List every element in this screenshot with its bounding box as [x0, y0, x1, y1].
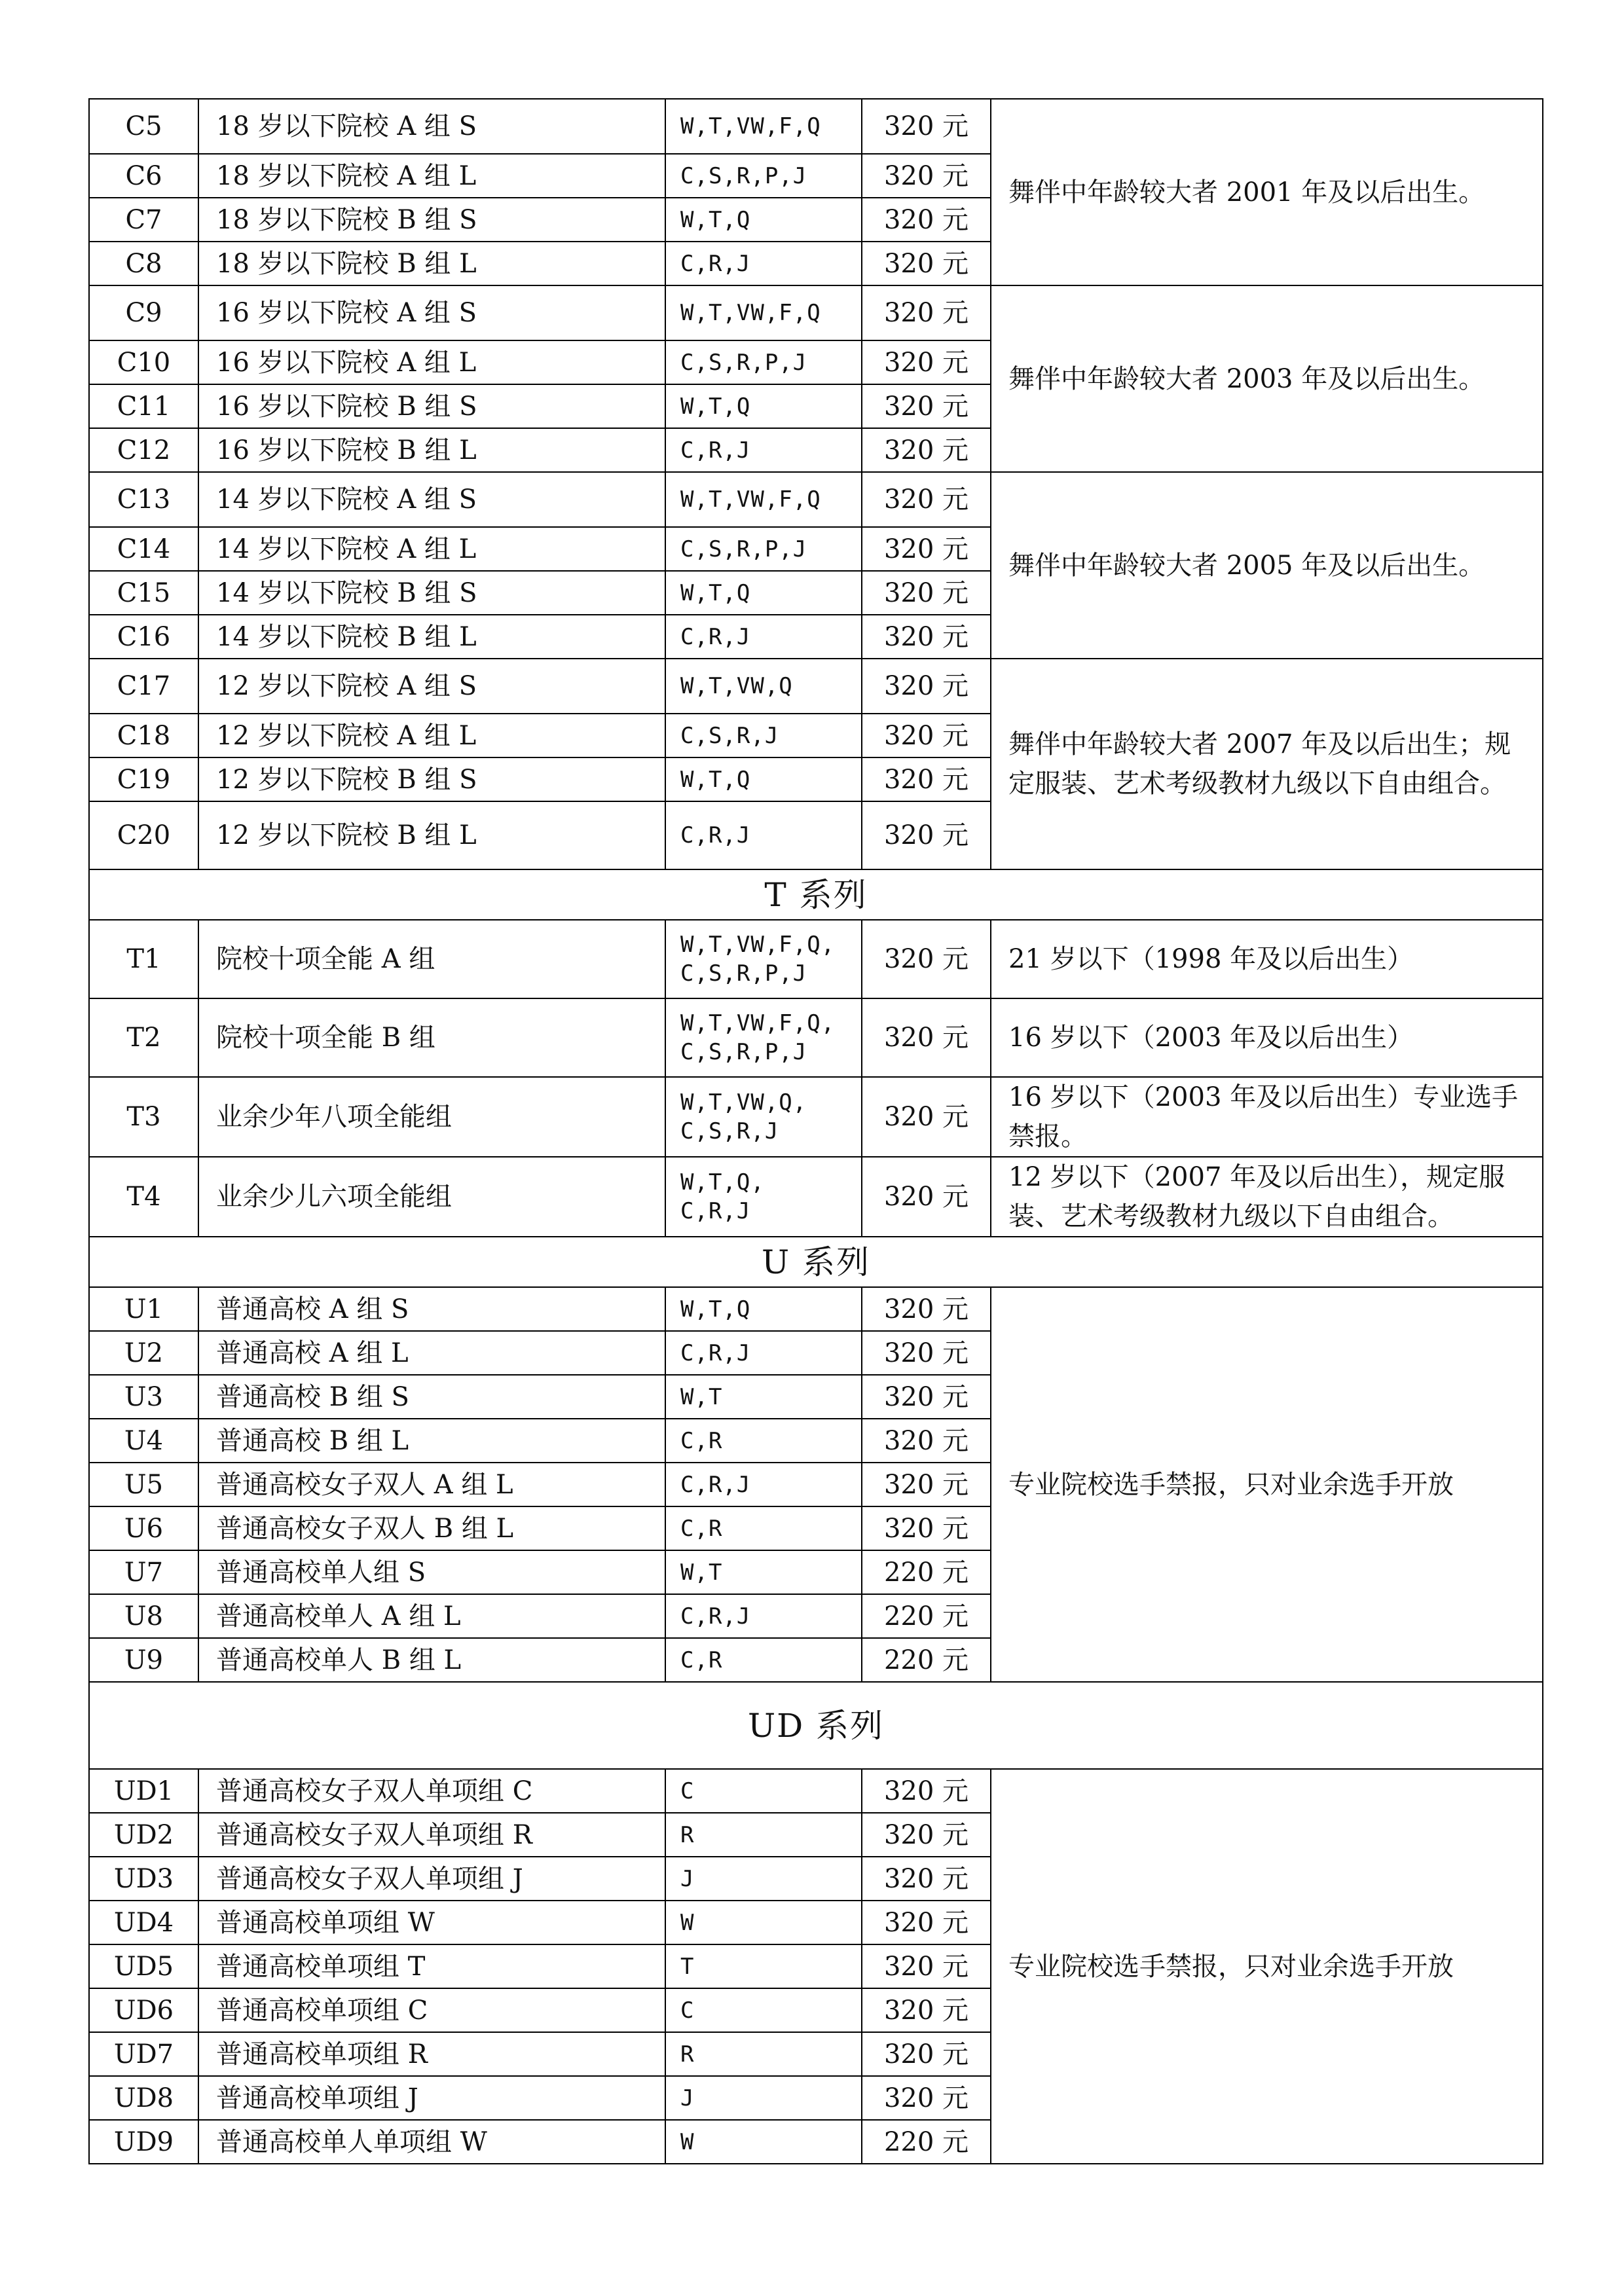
event-dances: C,R,J — [665, 428, 862, 472]
event-name: 14 岁以下院校 B 组 L — [198, 615, 665, 659]
event-dances: W,T,Q, C,R,J — [665, 1157, 862, 1237]
event-dances: C,R,J — [665, 1331, 862, 1375]
section-title: UD 系列 — [89, 1682, 1543, 1769]
event-fee: 220 元 — [862, 1594, 991, 1638]
event-dances: W,T,VW,F,Q — [665, 99, 862, 154]
event-code: U1 — [89, 1287, 198, 1331]
event-code: C6 — [89, 154, 198, 198]
event-dances: C — [665, 1988, 862, 2032]
event-note: 专业院校选手禁报，只对业余选手开放 — [991, 1769, 1543, 2164]
event-name: 普通高校女子双人 A 组 L — [198, 1463, 665, 1506]
event-name: 普通高校女子双人 B 组 L — [198, 1506, 665, 1550]
event-name: 14 岁以下院校 A 组 L — [198, 527, 665, 571]
event-code: U9 — [89, 1638, 198, 1682]
event-name: 普通高校单人单项组 W — [198, 2120, 665, 2164]
event-code: T2 — [89, 998, 198, 1077]
event-fee: 320 元 — [862, 1857, 991, 1901]
event-name: 普通高校 A 组 S — [198, 1287, 665, 1331]
table-row — [89, 99, 1543, 154]
event-name: 12 岁以下院校 B 组 L — [198, 801, 665, 869]
event-code: UD4 — [89, 1901, 198, 1944]
event-code: C5 — [89, 99, 198, 154]
event-code: U6 — [89, 1506, 198, 1550]
event-code: T3 — [89, 1077, 198, 1157]
event-dances: C,R,J — [665, 1463, 862, 1506]
event-name: 普通高校单项组 J — [198, 2076, 665, 2120]
table-row — [89, 1287, 1543, 1331]
event-fee: 320 元 — [862, 1901, 991, 1944]
event-code: C10 — [89, 340, 198, 384]
event-code: C11 — [89, 384, 198, 428]
event-dances: W — [665, 2120, 862, 2164]
event-note: 12 岁以下（2007 年及以后出生），规定服装、艺术考级教材九级以下自由组合。 — [991, 1157, 1543, 1237]
event-dances: C,R,J — [665, 242, 862, 285]
event-note: 舞伴中年龄较大者 2001 年及以后出生。 — [991, 99, 1543, 285]
event-fee: 320 元 — [862, 1287, 991, 1331]
event-dances: W,T,VW,F,Q — [665, 285, 862, 340]
event-name: 16 岁以下院校 B 组 L — [198, 428, 665, 472]
event-code: C8 — [89, 242, 198, 285]
event-fee: 320 元 — [862, 615, 991, 659]
event-name: 普通高校女子双人单项组 R — [198, 1813, 665, 1857]
event-code: UD3 — [89, 1857, 198, 1901]
event-dances: C — [665, 1769, 862, 1813]
event-code: U5 — [89, 1463, 198, 1506]
event-code: U2 — [89, 1331, 198, 1375]
event-dances: C,R — [665, 1638, 862, 1682]
event-fee: 320 元 — [862, 1157, 991, 1237]
event-fee: 220 元 — [862, 1638, 991, 1682]
event-fee: 320 元 — [862, 428, 991, 472]
event-code: UD8 — [89, 2076, 198, 2120]
table-row — [89, 998, 1543, 1077]
event-name: 12 岁以下院校 B 组 S — [198, 757, 665, 801]
event-fee: 320 元 — [862, 1506, 991, 1550]
event-fee: 320 元 — [862, 2076, 991, 2120]
event-name: 普通高校 B 组 S — [198, 1375, 665, 1419]
event-dances: W,T,VW,Q — [665, 659, 862, 714]
event-fee: 320 元 — [862, 1813, 991, 1857]
event-name: 普通高校单人组 S — [198, 1550, 665, 1594]
event-name: 18 岁以下院校 B 组 S — [198, 198, 665, 242]
event-name: 14 岁以下院校 B 组 S — [198, 571, 665, 615]
event-fee: 320 元 — [862, 198, 991, 242]
event-fee: 320 元 — [862, 998, 991, 1077]
section-header-row — [89, 869, 1543, 920]
event-code: T4 — [89, 1157, 198, 1237]
event-fee: 220 元 — [862, 2120, 991, 2164]
event-code: C17 — [89, 659, 198, 714]
event-name: 18 岁以下院校 A 组 L — [198, 154, 665, 198]
event-name: 12 岁以下院校 A 组 S — [198, 659, 665, 714]
event-name: 普通高校女子双人单项组 C — [198, 1769, 665, 1813]
event-fee: 320 元 — [862, 801, 991, 869]
event-code: C7 — [89, 198, 198, 242]
event-note: 舞伴中年龄较大者 2005 年及以后出生。 — [991, 472, 1543, 659]
event-dances: C,S,R,P,J — [665, 154, 862, 198]
event-name: 院校十项全能 B 组 — [198, 998, 665, 1077]
table-row — [89, 1077, 1543, 1157]
event-dances: J — [665, 1857, 862, 1901]
event-dances: W,T,Q — [665, 384, 862, 428]
event-note: 舞伴中年龄较大者 2003 年及以后出生。 — [991, 285, 1543, 472]
event-code: C16 — [89, 615, 198, 659]
events-table-body — [89, 99, 1543, 2164]
event-name: 普通高校 B 组 L — [198, 1419, 665, 1463]
section-header-row — [89, 1682, 1543, 1769]
event-code: UD1 — [89, 1769, 198, 1813]
event-name: 16 岁以下院校 A 组 S — [198, 285, 665, 340]
event-name: 业余少年八项全能组 — [198, 1077, 665, 1157]
event-code: C13 — [89, 472, 198, 527]
event-dances: T — [665, 1944, 862, 1988]
event-dances: C,R — [665, 1419, 862, 1463]
table-row — [89, 659, 1543, 714]
event-code: C12 — [89, 428, 198, 472]
event-code: U3 — [89, 1375, 198, 1419]
event-fee: 320 元 — [862, 340, 991, 384]
event-dances: C,R,J — [665, 615, 862, 659]
event-fee: 320 元 — [862, 2032, 991, 2076]
section-header-row — [89, 1237, 1543, 1287]
event-name: 普通高校单项组 R — [198, 2032, 665, 2076]
event-code: UD9 — [89, 2120, 198, 2164]
event-name: 18 岁以下院校 B 组 L — [198, 242, 665, 285]
event-note: 21 岁以下（1998 年及以后出生） — [991, 920, 1543, 998]
event-name: 普通高校单项组 T — [198, 1944, 665, 1988]
event-dances: W,T — [665, 1550, 862, 1594]
event-name: 业余少儿六项全能组 — [198, 1157, 665, 1237]
event-name: 14 岁以下院校 A 组 S — [198, 472, 665, 527]
event-code: C14 — [89, 527, 198, 571]
event-code: U4 — [89, 1419, 198, 1463]
event-note: 舞伴中年龄较大者 2007 年及以后出生；规定服装、艺术考级教材九级以下自由组合。 — [991, 659, 1543, 869]
event-code: U7 — [89, 1550, 198, 1594]
event-code: UD2 — [89, 1813, 198, 1857]
event-fee: 320 元 — [862, 99, 991, 154]
event-dances: W — [665, 1901, 862, 1944]
event-dances: J — [665, 2076, 862, 2120]
event-code: C18 — [89, 714, 198, 757]
event-dances: R — [665, 1813, 862, 1857]
event-name: 普通高校 A 组 L — [198, 1331, 665, 1375]
event-dances: W,T — [665, 1375, 862, 1419]
table-row — [89, 472, 1543, 527]
section-title: U 系列 — [89, 1237, 1543, 1287]
events-table — [88, 98, 1543, 2164]
event-dances: W,T,Q — [665, 757, 862, 801]
event-name: 院校十项全能 A 组 — [198, 920, 665, 998]
event-fee: 320 元 — [862, 384, 991, 428]
event-code: UD6 — [89, 1988, 198, 2032]
event-name: 16 岁以下院校 B 组 S — [198, 384, 665, 428]
event-name: 普通高校单人 A 组 L — [198, 1594, 665, 1638]
event-fee: 320 元 — [862, 1463, 991, 1506]
event-dances: W,T,Q — [665, 571, 862, 615]
event-fee: 320 元 — [862, 1375, 991, 1419]
event-fee: 320 元 — [862, 1769, 991, 1813]
event-dances: W,T,Q — [665, 198, 862, 242]
event-dances: W,T,VW,F,Q, C,S,R,P,J — [665, 920, 862, 998]
event-fee: 320 元 — [862, 1077, 991, 1157]
event-note: 16 岁以下（2003 年及以后出生） — [991, 998, 1543, 1077]
event-name: 16 岁以下院校 A 组 L — [198, 340, 665, 384]
event-name: 普通高校单项组 C — [198, 1988, 665, 2032]
event-dances: C,S,R,P,J — [665, 527, 862, 571]
event-code: C19 — [89, 757, 198, 801]
event-note: 专业院校选手禁报，只对业余选手开放 — [991, 1287, 1543, 1682]
event-fee: 320 元 — [862, 285, 991, 340]
event-code: C15 — [89, 571, 198, 615]
event-name: 普通高校女子双人单项组 J — [198, 1857, 665, 1901]
event-fee: 320 元 — [862, 242, 991, 285]
event-dances: C,R,J — [665, 801, 862, 869]
event-fee: 320 元 — [862, 659, 991, 714]
event-name: 普通高校单项组 W — [198, 1901, 665, 1944]
event-name: 普通高校单人 B 组 L — [198, 1638, 665, 1682]
event-fee: 320 元 — [862, 1331, 991, 1375]
event-dances: W,T,Q — [665, 1287, 862, 1331]
event-dances: C,R,J — [665, 1594, 862, 1638]
event-fee: 320 元 — [862, 472, 991, 527]
event-code: UD7 — [89, 2032, 198, 2076]
event-fee: 320 元 — [862, 1944, 991, 1988]
event-dances: C,S,R,J — [665, 714, 862, 757]
event-fee: 220 元 — [862, 1550, 991, 1594]
event-fee: 320 元 — [862, 1419, 991, 1463]
event-dances: C,R — [665, 1506, 862, 1550]
event-fee: 320 元 — [862, 154, 991, 198]
event-name: 12 岁以下院校 A 组 L — [198, 714, 665, 757]
event-note: 16 岁以下（2003 年及以后出生）专业选手禁报。 — [991, 1077, 1543, 1157]
event-fee: 320 元 — [862, 1988, 991, 2032]
event-fee: 320 元 — [862, 571, 991, 615]
event-fee: 320 元 — [862, 527, 991, 571]
event-code: C9 — [89, 285, 198, 340]
event-code: U8 — [89, 1594, 198, 1638]
table-row — [89, 920, 1543, 998]
event-code: UD5 — [89, 1944, 198, 1988]
event-dances: R — [665, 2032, 862, 2076]
table-row — [89, 285, 1543, 340]
table-row — [89, 1769, 1543, 1813]
event-fee: 320 元 — [862, 920, 991, 998]
event-fee: 320 元 — [862, 714, 991, 757]
event-code: T1 — [89, 920, 198, 998]
table-row — [89, 1157, 1543, 1237]
event-dances: W,T,VW,F,Q — [665, 472, 862, 527]
section-title: T 系列 — [89, 869, 1543, 920]
event-dances: C,S,R,P,J — [665, 340, 862, 384]
event-name: 18 岁以下院校 A 组 S — [198, 99, 665, 154]
event-code: C20 — [89, 801, 198, 869]
event-dances: W,T,VW,Q, C,S,R,J — [665, 1077, 862, 1157]
event-fee: 320 元 — [862, 757, 991, 801]
event-dances: W,T,VW,F,Q, C,S,R,P,J — [665, 998, 862, 1077]
